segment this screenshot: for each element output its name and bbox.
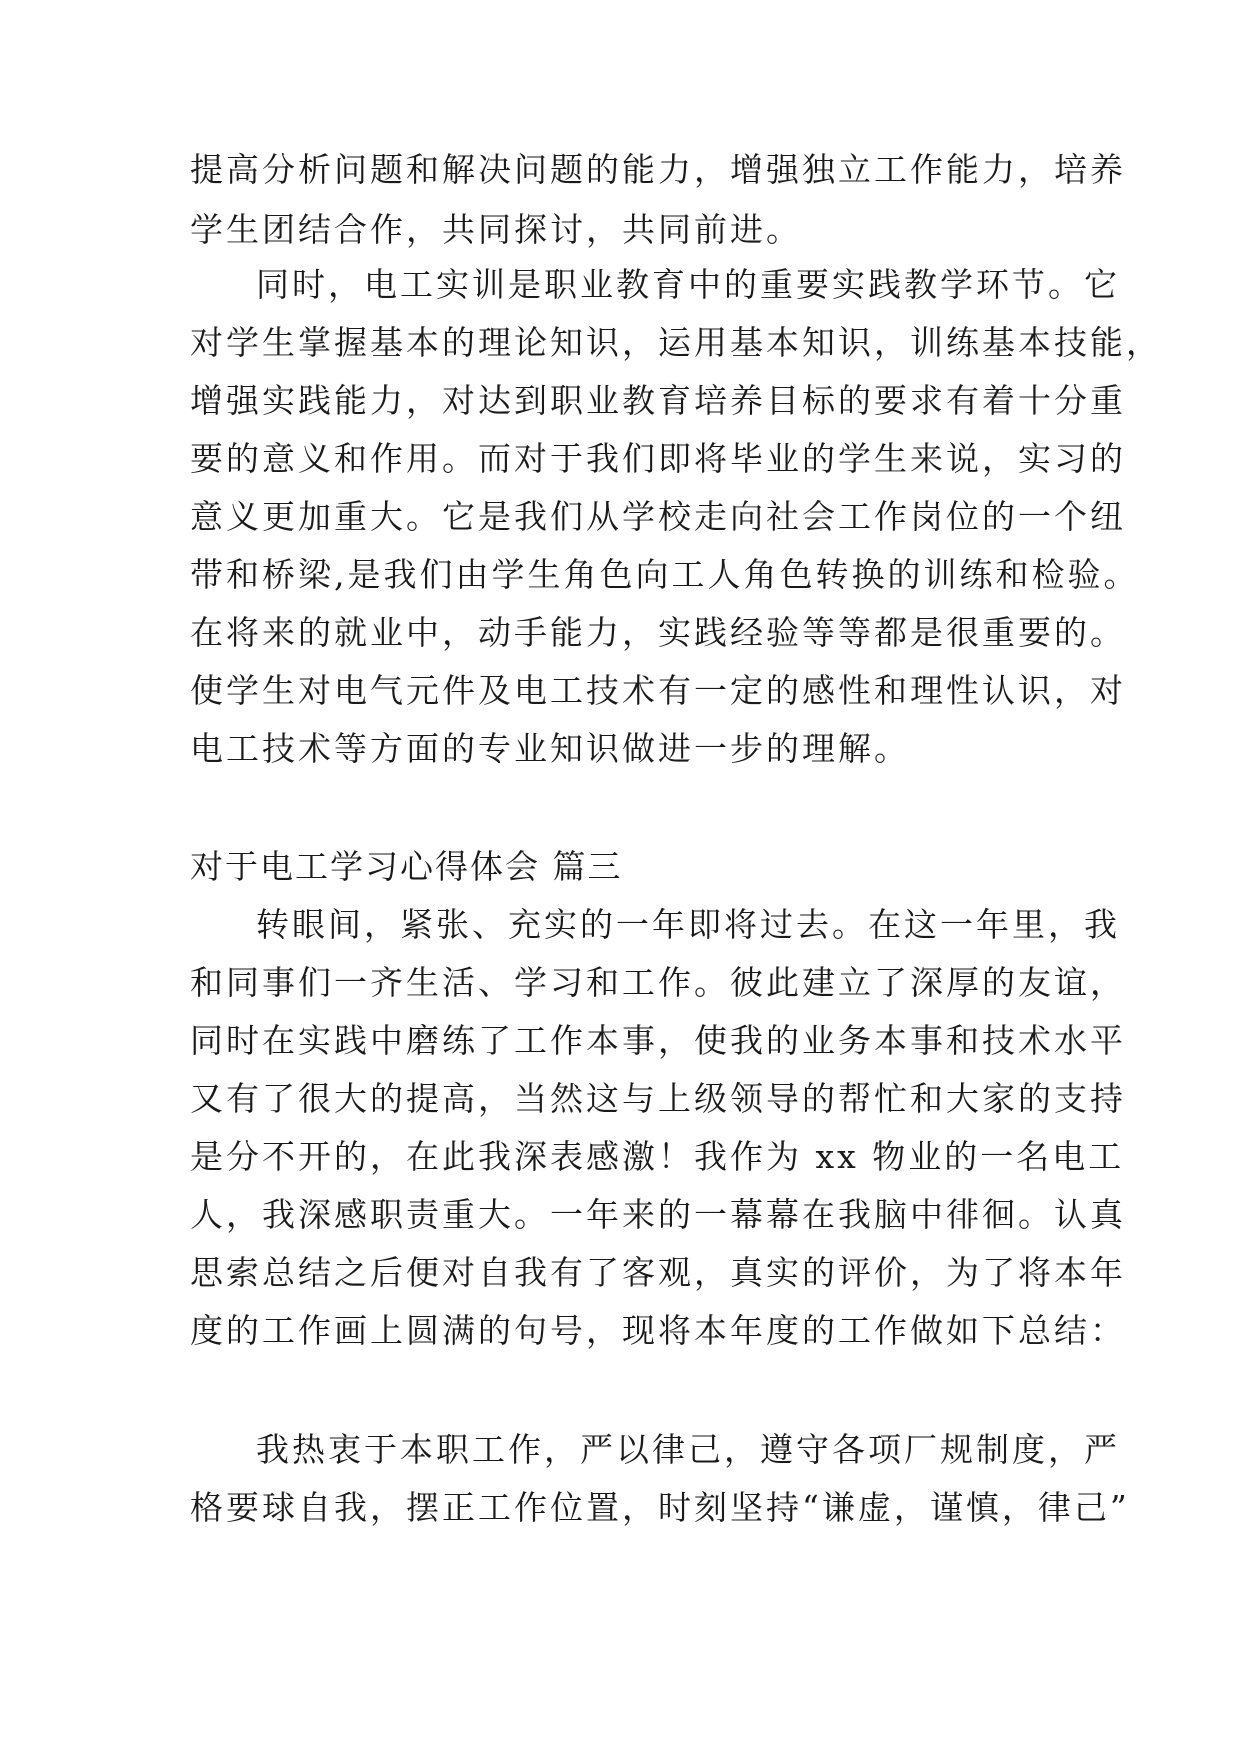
paragraph-line: 在将来的就业中，动手能力，实践经验等等都是很重要的。 (190, 613, 1126, 652)
paragraph-line: 意义更加重大。它是我们从学校走向社会工作岗位的一个纽 (190, 497, 1126, 536)
paragraph-line: 是分不开的，在此我深表感激！我作为 xx 物业的一名电工 (190, 1137, 1125, 1176)
section-heading: 对于电工学习心得体会 篇三 (190, 847, 623, 886)
paragraph-line: 同时，电工实训是职业教育中的重要实践教学环节。它 (256, 265, 1120, 304)
paragraph-line: 要的意义和作用。而对于我们即将毕业的学生来说，实习的 (190, 439, 1126, 478)
paragraph-line: 人，我深感职责重大。一年来的一幕幕在我脑中徘徊。认真 (190, 1195, 1126, 1234)
paragraph-line: 格要球自我，摆正工作位置，时刻坚持“谦虚，谨慎，律己” (190, 1488, 1130, 1527)
paragraph-line: 思索总结之后便对自我有了客观，真实的评价，为了将本年 (190, 1253, 1126, 1292)
paragraph-line: 我热衷于本职工作，严以律己，遵守各项厂规制度，严 (256, 1430, 1120, 1469)
paragraph-line: 带和桥梁,是我们由学生角色向工人角色转换的训练和检验。 (190, 555, 1140, 594)
paragraph-line: 使学生对电气元件及电工技术有一定的感性和理性认识，对 (190, 671, 1126, 710)
paragraph-line: 转眼间，紧张、充实的一年即将过去。在这一年里，我 (256, 905, 1120, 944)
paragraph-line: 又有了很大的提高，当然这与上级领导的帮忙和大家的支持 (190, 1079, 1126, 1118)
paragraph-line: 对学生掌握基本的理论知识，运用基本知识，训练基本技能， (190, 323, 1162, 362)
paragraph-line: 同时在实践中磨练了工作本事，使我的业务本事和技术水平 (190, 1021, 1126, 1060)
paragraph-line: 和同事们一齐生活、学习和工作。彼此建立了深厚的友谊， (190, 963, 1126, 1002)
paragraph-line: 增强实践能力，对达到职业教育培养目标的要求有着十分重 (190, 381, 1126, 420)
paragraph-line: 提高分析问题和解决问题的能力，增强独立工作能力，培养 (190, 150, 1126, 189)
paragraph-line: 学生团结合作，共同探讨，共同前进。 (190, 210, 802, 249)
paragraph-line: 度的工作画上圆满的句号，现将本年度的工作做如下总结： (190, 1311, 1126, 1350)
paragraph-line: 电工技术等方面的专业知识做进一步的理解。 (190, 729, 910, 768)
